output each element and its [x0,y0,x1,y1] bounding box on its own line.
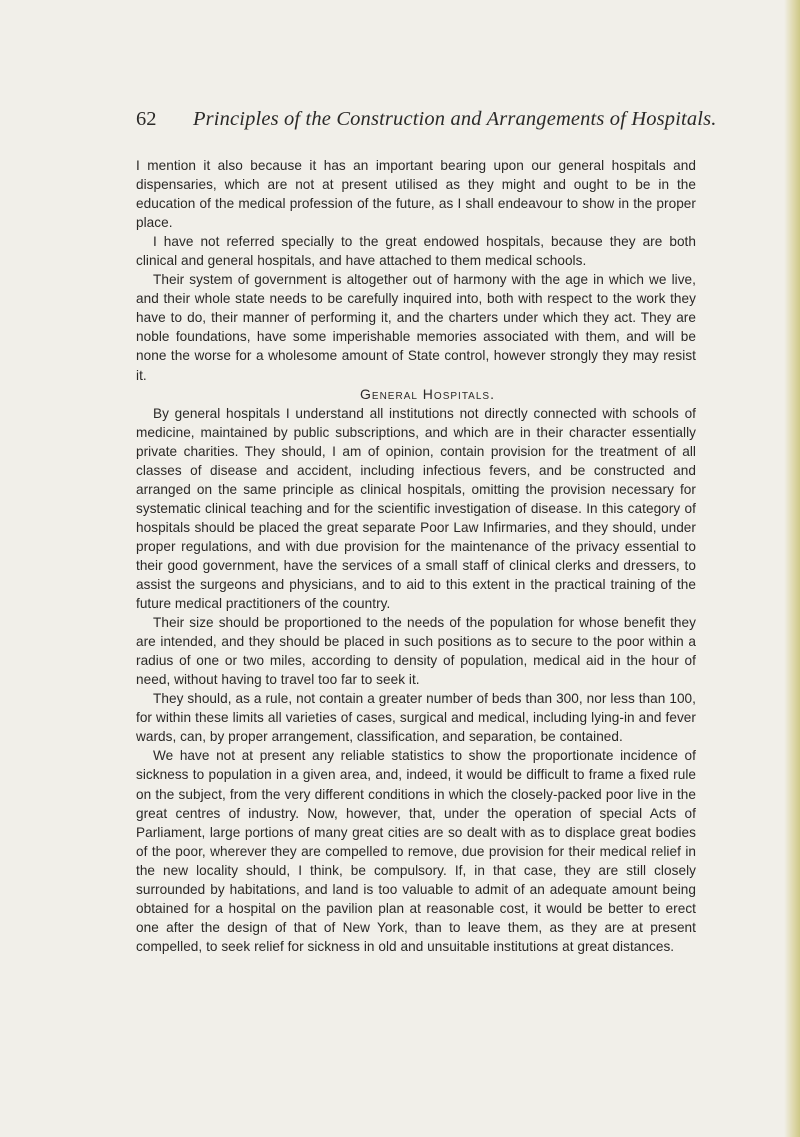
paragraph-7: We have not at present any reliable statistics to show the proportionate incidence of sickness to population in a given area, and, indeed, it would be difficult to frame a fixed rule on the subject, from the very different conditions in which the closely-packed poor live in the great centres of industry. Now, however, that, under the operation of special Acts of Parliament, large portions of many great cities are so dealt with as to displace great bodies of the poor, wherever they are compelled to remove, due provision for their medical relief in the new locality should, I think, be compulsory. If, in that case, they are still closely surrounded by habitations, and land is too valuable to admit of an adequate amount being obtained for a hospital on the pavilion plan at reasonable cost, it would be better to erect one after the design of that of New York, than to leave them, as they are at present compelled, to seek relief for sickness in old and unsuitable institutions at great distances. [136,748,696,954]
body-text [136,156,696,956]
page-edge-shadow [784,0,800,1137]
page-number: 62 [136,108,157,130]
running-title: Principles of the Construction and Arrangements of Hospitals. [193,108,717,130]
paragraph-5: Their size should be proportioned to the needs of the population for whose benefit they are intended, and they should be placed in such positions as to secure to the poor within a radius of one or two miles, according to density of population, medical aid in the hour of need, without having to travel too far to seek it. [136,615,696,688]
paragraph-2: I have not referred specially to the great endowed hospitals, because they are both clinical and general hospitals, and have attached to them medical schools. [136,234,696,269]
paragraph-1: I mention it also because it has an important bearing upon our general hospitals and dispensaries, which are not at present utilised as they might and ought to be in the education of the medical profession of the future, as I shall endeavour to show in the proper place. [136,158,696,231]
page-header [136,108,717,138]
paragraph-4: By general hospitals I understand all institutions not directly connected with schools of medicine, maintained by public subscriptions, and which are in their character essentially private charities. They should, I am of opinion, contain provision for the treatment of all classes of disease and accident, including infectious fevers, and be constructed and arranged on the same principle as clinical hospitals, omitting the provision necessary for systematic clinical teaching and for the scientific investigation of disease. In this category of hospitals should be placed the great separate Poor Law Infirmaries, and they should, under proper regulations, and with due provision for the maintenance of the privacy essential to their good government, have the services of a small staff of clinical clerks and dressers, to assist the surgeons and physicians, and to aid to this extent in the practical training of the future medical practitioners of the country. [136,405,696,612]
section-heading: General Hospitals. [360,385,495,402]
paragraph-6: They should, as a rule, not contain a greater number of beds than 300, nor less than 100, for within these limits all varieties of cases, surgical and medical, including lying-in and fever wards, can, by proper arrangement, classification, and separation, be contained. [136,691,696,745]
paragraph-3: Their system of government is altogether out of harmony with the age in which we live, and their whole state needs to be carefully inquired into, both with respect to the work they have to do, their manner of performing it, and the charters under which they act. They are noble foundations, have some imperishable memories associated with them, and will be none the worse for a wholesome amount of State control, however strongly they may resist it. [136,272,696,383]
